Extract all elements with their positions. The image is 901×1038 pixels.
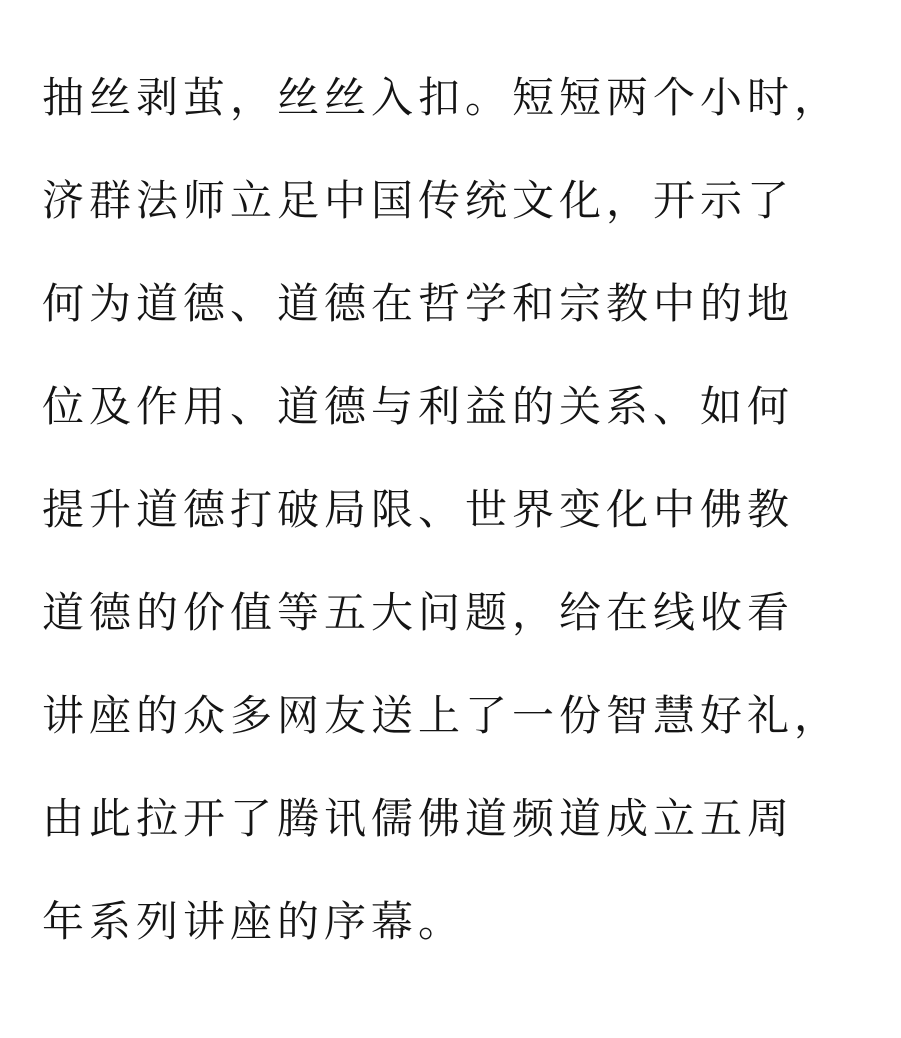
paragraph-line-5: 提升道德打破局限、世界变化中佛教	[42, 485, 795, 534]
paragraph-line-7: 讲座的众多网友送上了一份智慧好礼，	[42, 691, 842, 740]
paragraph-line-8: 由此拉开了腾讯儒佛道频道成立五周	[42, 794, 795, 843]
paragraph-line-2: 济群法师立足中国传统文化，开示了	[42, 176, 795, 225]
paragraph-line-9: 年系列讲座的序幕。	[42, 897, 466, 946]
paragraph-line-4: 位及作用、道德与利益的关系、如何	[42, 382, 795, 431]
paragraph-line-6: 道德的价值等五大问题，给在线收看	[42, 588, 795, 637]
paragraph-line-3: 何为道德、道德在哲学和宗教中的地	[42, 279, 795, 328]
paragraph-line-1: 抽丝剥茧，丝丝入扣。短短两个小时，	[42, 73, 842, 122]
body-paragraph	[42, 62, 872, 989]
